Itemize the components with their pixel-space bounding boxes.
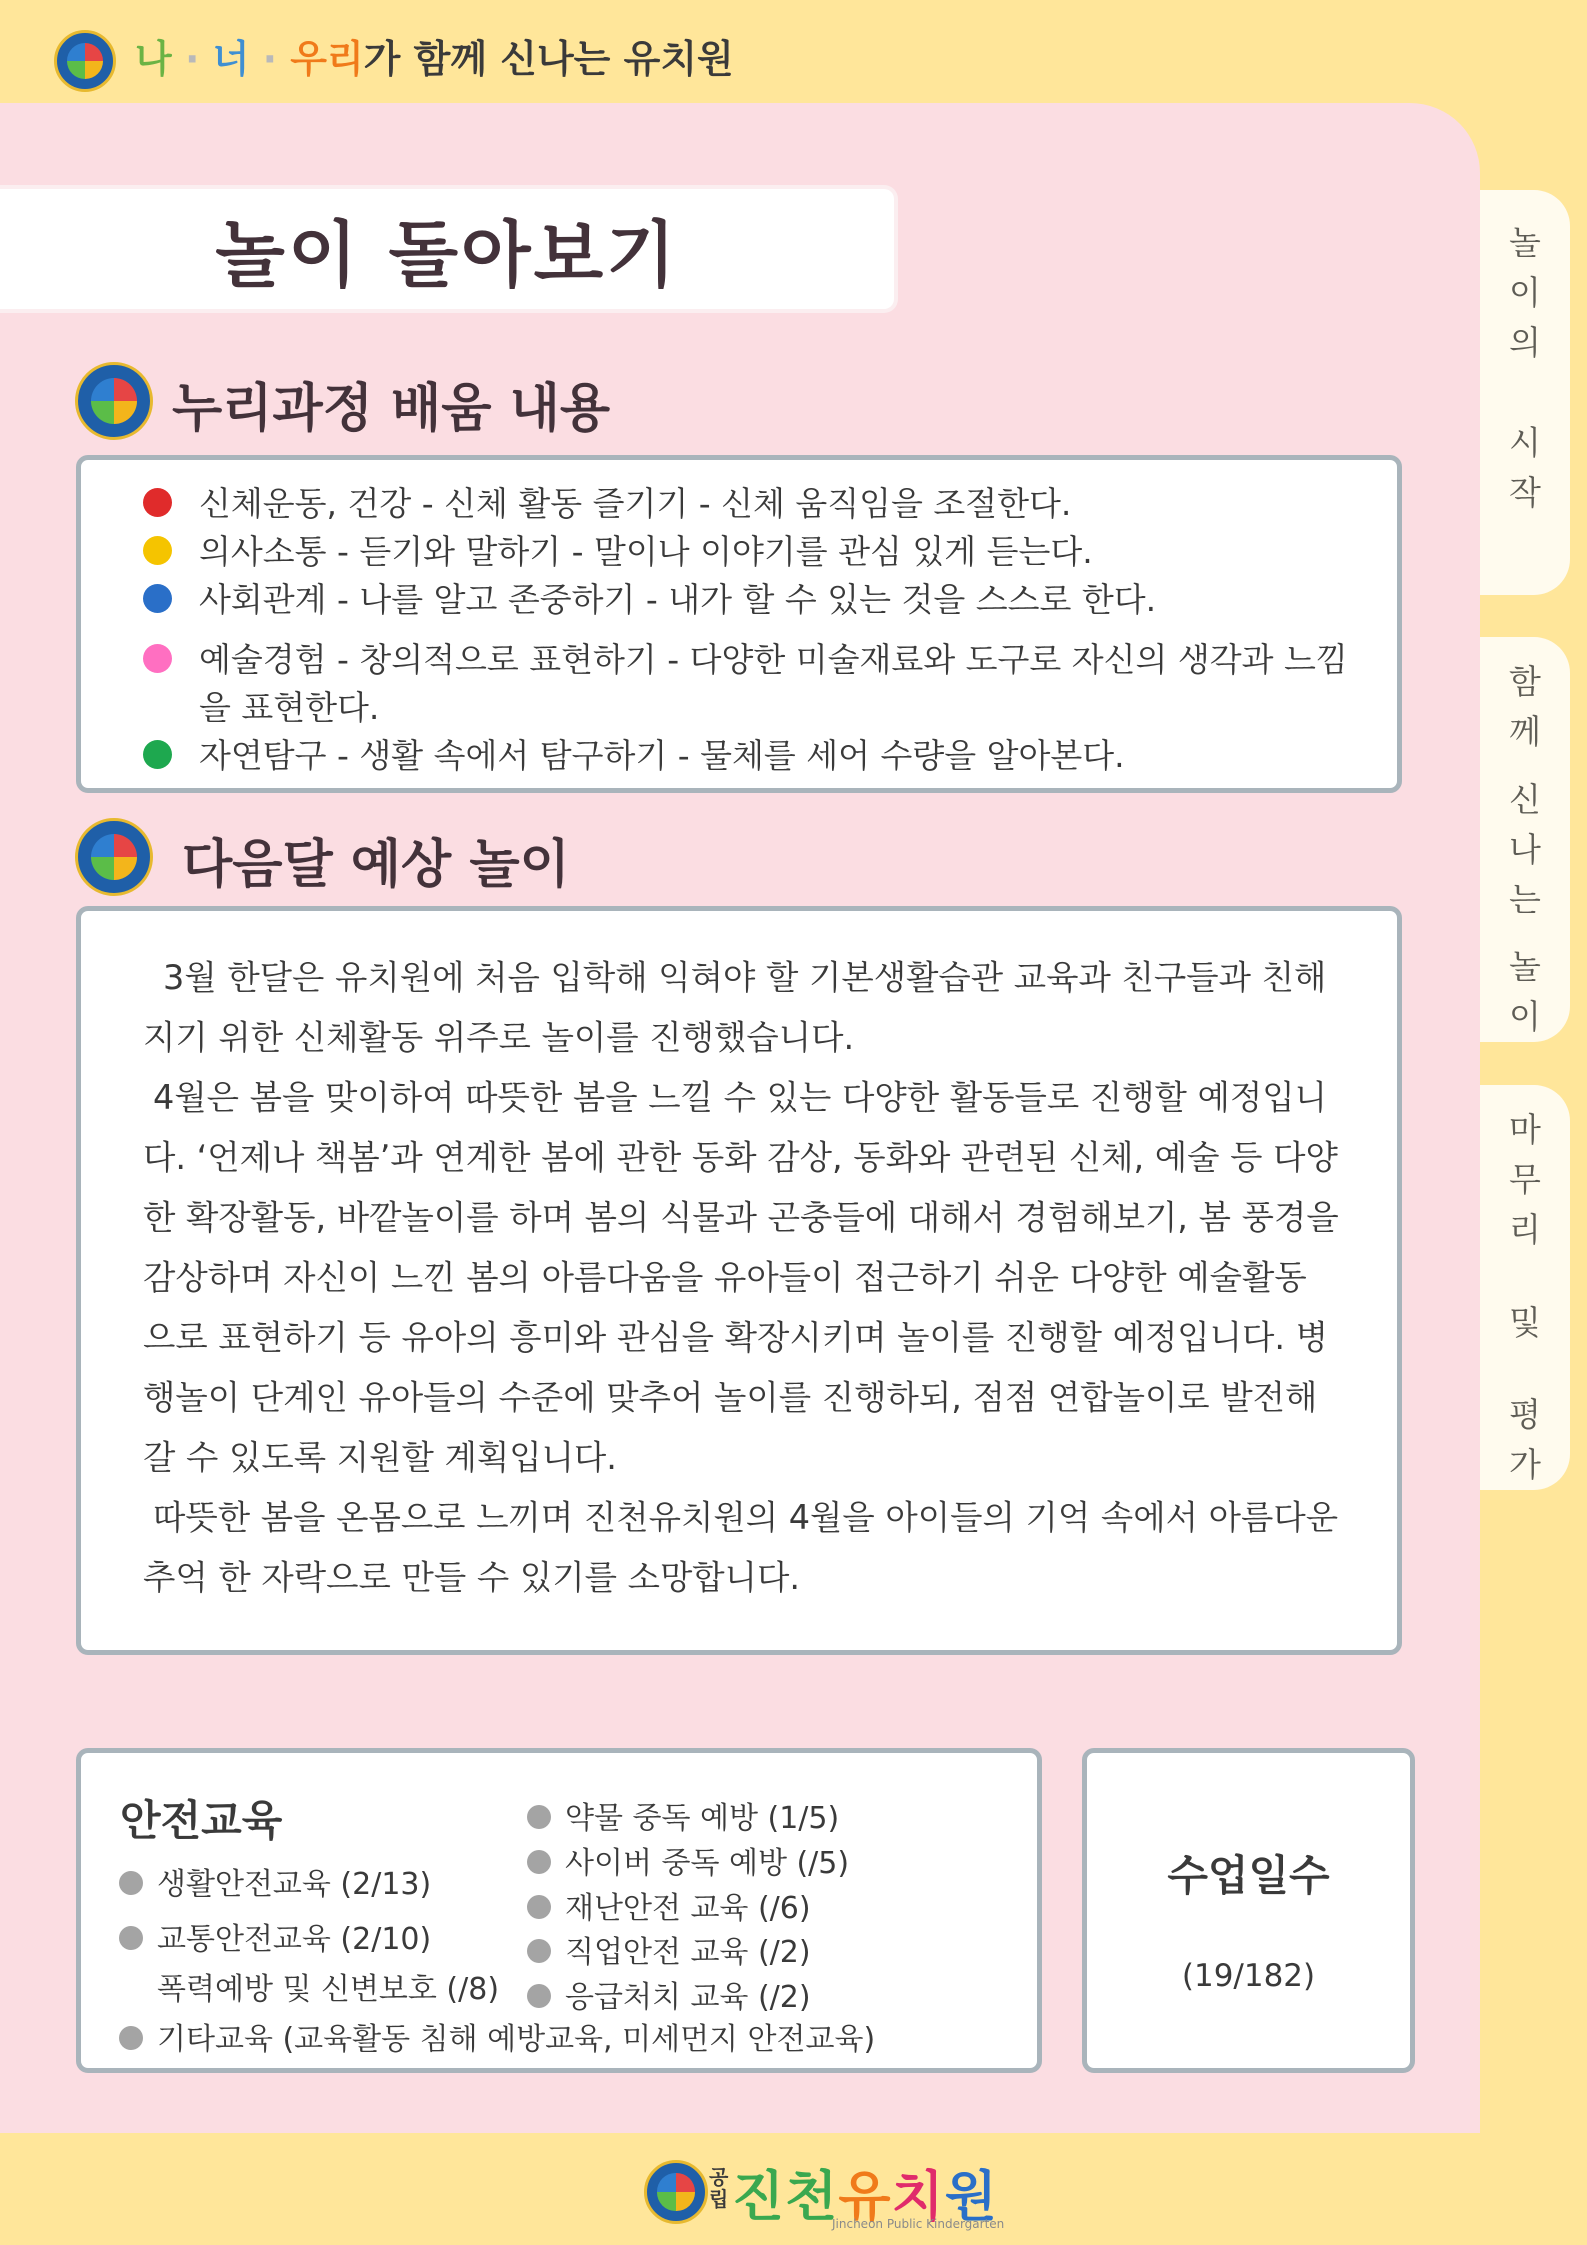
tab-char: 무 [1509, 1160, 1541, 1199]
paragraph: 따뜻한 봄을 온몸으로 느끼며 진천유치원의 4월을 아이들의 기억 속에서 아름다운 추억 한 자락으로 만들 수 있기를 소망합니다. [143, 1498, 1339, 1597]
safety-item: 사이버 중독 예방 (/5) [527, 1842, 849, 1886]
section-logo-icon [75, 818, 153, 896]
safety-item: 응급처치 교육 (/2) [527, 1976, 811, 2020]
nuri-item-text: 신체운동, 건강 - 신체 활동 즐기기 - 신체 움직임을 조절한다. [199, 484, 1072, 523]
tab-char: 마 [1509, 1110, 1541, 1149]
tab-char: 평 [1509, 1395, 1541, 1434]
safety-item: 기타교육 (교육활동 침해 예방교육, 미세먼지 안전교육) [119, 2018, 875, 2062]
next-month-card [76, 906, 1402, 1655]
footer-subtitle: Jincheon Public Kindergarten [832, 2217, 1005, 2231]
tab-char: 함 [1509, 662, 1541, 701]
class-days-heading: 수업일수 [1167, 1851, 1330, 1900]
tab-char: 시 [1509, 423, 1541, 462]
tab-char: 가 [1509, 1445, 1541, 1484]
footer-name-char: 원 [944, 2165, 998, 2228]
nuri-item [143, 528, 1377, 576]
next-month-heading: 다음달 예상 놀이 [182, 835, 570, 895]
footer-prefix: 공립 [709, 2165, 729, 2211]
footer-name-char: 천 [785, 2165, 839, 2228]
tab-char: 작 [1509, 473, 1541, 512]
page-title: 놀이 돌아보기 [0, 185, 898, 313]
class-days-value: (19/182) [1181, 1958, 1316, 1994]
bullet-dot-icon [143, 584, 172, 613]
tab-char: 는 [1509, 879, 1541, 919]
tab-char: 나 [1509, 829, 1541, 869]
safety-item: 생활안전교육 (2/13) [119, 1863, 431, 1907]
kindergarten-logo-icon [54, 30, 116, 92]
nuri-item [143, 480, 1377, 528]
bullet-dot-icon [143, 740, 172, 769]
nuri-item [143, 576, 1377, 624]
footer-name-char: 진 [732, 2165, 786, 2228]
nuri-item-text: 자연탐구 - 생활 속에서 탐구하기 - 물체를 세어 수량을 알아본다. [199, 736, 1125, 775]
bullet-dot-icon [143, 488, 172, 517]
bullet-dot-icon [143, 536, 172, 565]
safety-item: 폭력예방 및 신변보호 (/8) [157, 1972, 500, 2007]
tab-char: 께 [1509, 712, 1541, 751]
tab-char: 리 [1509, 1210, 1541, 1249]
paragraph: 4월은 봄을 맞이하여 따뜻한 봄을 느낄 수 있는 다양한 활동들로 진행할 예정입니다. ‘언제나 책봄’과 연계한 봄에 관한 동화 감상, 동화와 관련된 신체, 예술 등 다양한 확장활동, 바깥놀이를 하며 봄의 식물과 곤충들에 대해서 경험해보기, 봄 풍경을 감상하며 자신이 느낀 봄의 아름다움을 유아들이 접근하기 쉬운 다양한 예술활동으로 표현하기 등 유아의 흥미와 관심을 확장시키며 놀이를 진행할 예정입니다. 병행놀이 단계인 유아들의 수준에 맞추어 놀이를 진행하되, 점점 연합놀이로 발전해 갈 수 있도록 지원할 계획입니다. [143, 1078, 1339, 1477]
tab-char: 신 [1509, 779, 1541, 819]
footer-name-char: 유 [838, 2165, 892, 2228]
nuri-item [143, 636, 1377, 732]
tab-play-start[interactable] [1480, 190, 1570, 595]
tab-char: 놀 [1509, 223, 1541, 262]
safety-item: 재난안전 교육 (/6) [527, 1887, 811, 1931]
nuri-item-text: 의사소통 - 듣기와 말하기 - 말이나 이야기를 관심 있게 듣는다. [199, 532, 1093, 571]
bullet-dot-icon [143, 644, 172, 673]
header-slogan: 나 · 너 · 우리가 함께 신나는 유치원 [135, 37, 734, 81]
section-logo-icon [75, 362, 153, 440]
footer-logo-icon [644, 2160, 708, 2224]
nuri-item-text: 예술경험 - 창의적으로 표현하기 - 다양한 미술재료와 도구로 자신의 생각과 느낌을 표현한다. [199, 640, 1348, 727]
tab-char: 의 [1509, 323, 1541, 362]
safety-heading: 안전교육 [120, 1796, 283, 1845]
safety-item: 약물 중독 예방 (1/5) [527, 1797, 839, 1841]
nuri-list [143, 480, 1377, 780]
tab-char: 놀 [1509, 947, 1541, 986]
tab-char: 이 [1509, 273, 1541, 312]
class-days-card [1082, 1748, 1415, 2073]
safety-item: 교통안전교육 (2/10) [119, 1918, 431, 1962]
nuri-heading: 누리과정 배움 내용 [172, 379, 611, 439]
tab-wrap-up[interactable] [1480, 1085, 1570, 1490]
tab-char: 이 [1509, 997, 1541, 1036]
safety-item: 직업안전 교육 (/2) [527, 1931, 811, 1975]
nuri-card [76, 455, 1402, 793]
nuri-item-text: 사회관계 - 나를 알고 존중하기 - 내가 할 수 있는 것을 스스로 한다. [199, 580, 1157, 619]
nuri-item [143, 732, 1377, 780]
tab-char: 및 [1509, 1302, 1541, 1342]
tab-fun-play[interactable] [1480, 637, 1570, 1042]
safety-card [76, 1748, 1042, 2073]
footer-name-char: 치 [891, 2165, 945, 2228]
paragraph: 3월 한달은 유치원에 처음 입학해 익혀야 할 기본생활습관 교육과 친구들과 친해지기 위한 신체활동 위주로 놀이를 진행했습니다. [143, 958, 1327, 1057]
